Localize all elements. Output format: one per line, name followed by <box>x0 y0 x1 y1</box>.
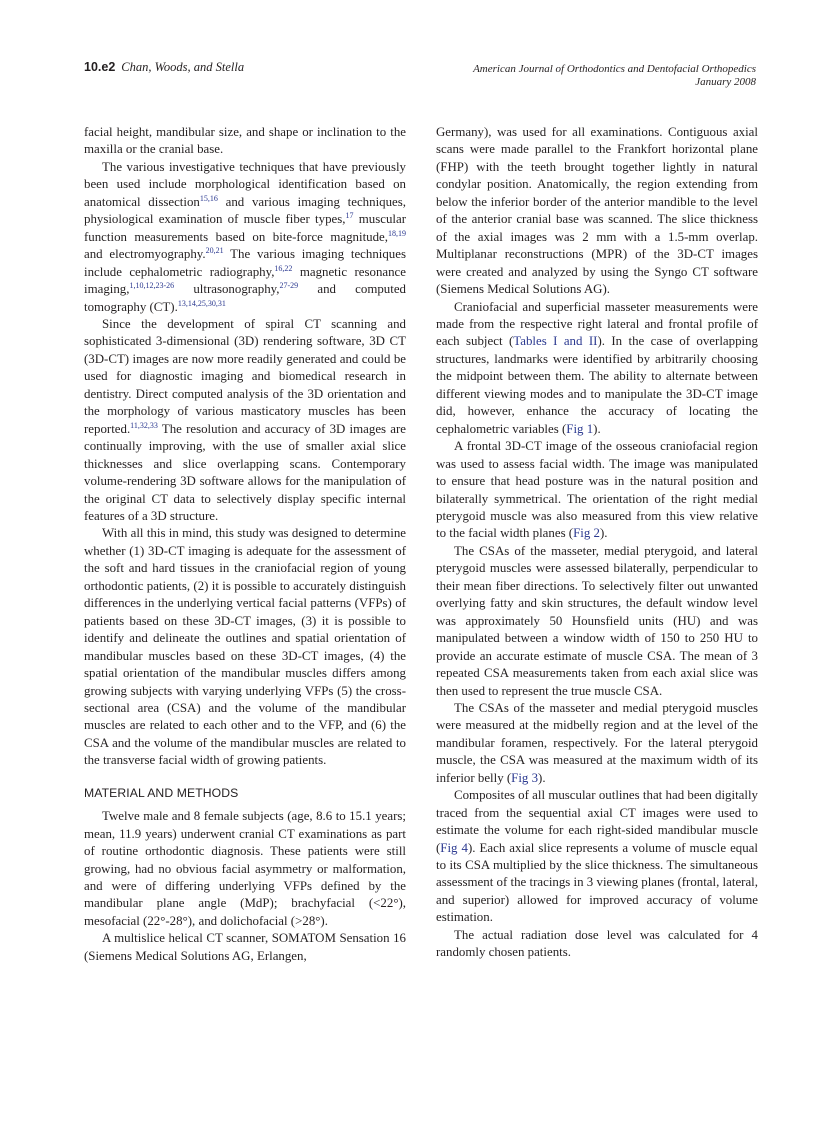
right-column <box>436 124 758 962</box>
citation-ref[interactable]: 17 <box>345 211 354 221</box>
header-left <box>84 60 244 75</box>
text: muscular function measurements based on bite-force magnitude, <box>84 212 406 244</box>
figure-link[interactable]: Fig 4 <box>440 840 468 855</box>
paragraph: A multislice helical CT scanner, SOMATOM Sensation 16 (Siemens Medical Solutions AG, Erlangen, <box>84 931 406 963</box>
table-link[interactable]: Tables I and II <box>513 334 598 349</box>
text: ). <box>538 770 546 785</box>
text: ). In the case of overlapping structures, landmarks were identified by arbitrarily choosing the midpoint between them. The ability to alternate between different viewing modes and to manipulate the 3D-CT image did, however, enhance the accuracy of locating the cephalometric variables ( <box>436 334 758 436</box>
paragraph <box>436 438 758 543</box>
paragraph: Germany), was used for all examinations. Contiguous axial scans were made parallel to the Frankfort horizontal plane (FHP) with the teeth brought together lightly in natural condylar position. Anatomically, the region extending from below the inferior border of the anterior mandible to the level of the anterior cranial base was scanned. The slice thickness of the axial images was 2 mm with a 1.5-mm overlap. Multiplanar reconstructions (MPR) of the 3D-CT images were created and analyzed by using the Syngo CT software (Siemens Medical Solutions AG). <box>436 125 758 297</box>
text: ). <box>593 421 601 436</box>
paragraph: Twelve male and 8 female subjects (age, 8.6 to 15.1 years; mean, 11.9 years) underwent cranial CT examinations as part of routine orthodontic diagnosis. These patients were still growing, had no obvious facial asymmetry or malformation, and were of differing underlying VFPs defined by the mandibular plane angle (MdP); brachyfacial (<22°), mesofacial (22°-28°), and dolichofacial (>28°). <box>84 809 406 928</box>
citation-ref[interactable]: 18,19 <box>388 228 406 238</box>
paragraph <box>84 316 406 525</box>
figure-link[interactable]: Fig 3 <box>511 770 539 785</box>
text: ). Each axial slice represents a volume of muscle equal to its CSA multiplied by the slice thickness. The simultaneous assessment of the tracings in 3 viewing planes (frontal, lateral, and superior) allowed for improved accuracy of volume estimation. <box>436 840 758 925</box>
paragraph <box>436 299 758 439</box>
paragraph <box>436 700 758 787</box>
citation-ref[interactable]: 16,22 <box>274 263 293 273</box>
text: The resolution and accuracy of 3D images are continually improving, with the use of smaller axial slice thicknesses and slice overlapping scans. Contemporary volume-rendering 3D software allows for the manipulation of the original CT data to selectively display specific internal features of a 3D structure. <box>84 421 406 523</box>
left-column <box>84 124 406 965</box>
header-right <box>473 63 756 89</box>
paragraph: The actual radiation dose level was calculated for 4 randomly chosen patients. <box>436 927 758 960</box>
running-authors: Chan, Woods, and Stella <box>121 60 245 74</box>
citation-ref[interactable]: 13,14,25,30,31 <box>177 298 226 308</box>
text: Craniofacial and superficial masseter measurements were made from the respective right lateral and frontal profile of each subject ( <box>436 299 758 349</box>
text: ). <box>599 526 608 541</box>
citation-ref[interactable]: 15,16 <box>199 193 218 203</box>
paragraph: facial height, mandibular size, and shape or inclination to the maxilla or the cranial base. <box>84 125 406 157</box>
text: Composites of all muscular outlines that had been digitally traced from the sequential axial CT images were used to estimate the volume for each right-sided mandibular muscle ( <box>436 788 758 855</box>
citation-ref[interactable]: 1,10,12,23-26 <box>129 281 175 291</box>
text: A frontal 3D-CT image of the osseous craniofacial region was used to assess facial width. The image was manipulated to ensure that head posture was in the natural position and bilaterally symmetrical. The orientation of the right medial pterygoid muscle was also measured from this view relative to the facial width planes ( <box>436 439 758 541</box>
text: Since the development of spiral CT scanning and sophisticated 3-dimensional (3D) rendering software, 3D CT (3D-CT) images are now more readily generated and could be used for diagnostic imaging and biomedical research in dentistry. Direct computed analysis of the 3D orientation and the morphology of various masticatory muscles has been reported. <box>84 316 406 436</box>
text: ultrasonography, <box>174 282 280 297</box>
text: The various imaging techniques include cephalometric radiography, <box>84 247 406 279</box>
page-number: 10.e2 <box>84 60 116 74</box>
citation-ref[interactable]: 27-29 <box>279 281 299 291</box>
section-heading: MATERIAL AND METHODS <box>84 785 239 800</box>
text: magnetic resonance imaging, <box>84 264 406 297</box>
paragraph: The CSAs of the masseter, medial pterygoid, and lateral pterygoid muscles were assessed bilaterally, perpendicular to their mean fiber directions. To selectively filter out unwanted overlying fatty and skin structures, the default window level was approximately 50 Hounsfield units (HU) and was manipulated between a window width of 150 to 250 HU to provide an accurate estimate of muscle CSA. The mean of 3 repeated CSA measurements taken from each axial slice was then used to represent the true muscle CSA. <box>436 543 758 698</box>
citation-ref[interactable]: 11,32,33 <box>130 420 158 430</box>
text: The various investigative techniques that have previously been used include morphological identification based on anatomical dissection <box>84 159 406 209</box>
text: and various imaging techniques, physiological examination of muscle fiber types, <box>84 194 407 227</box>
paragraph: With all this in mind, this study was designed to determine whether (1) 3D-CT imaging is adequate for the assessment of the soft and hard tissues in the craniofacial region of young orthodontic patients, (2) it is possible to accurately distinguish differences in the underlying vertical facial patterns (VFPs) of patients based on these 3D-CT images, (3) it is possible to identify and delineate the outlines and spatial orientation of mandibular muscles based on these 3D-CT images, (4) the spatial orientation of the mandibular muscles differs among growing subjects with varying underlying VFPs (5) the cross-sectional area (CSA) and the volume of the mandibular muscles are related to each other and to the VFP, and (6) the CSA and the volume of the mandibular muscles are related to the transverse facial width of growing patients. <box>84 526 406 768</box>
text: and electromyography. <box>84 247 206 262</box>
paragraph <box>84 159 406 316</box>
figure-link[interactable]: Fig 2 <box>573 526 600 541</box>
text: and computed tomography (CT). <box>84 282 406 314</box>
issue-date: January 2008 <box>695 76 756 88</box>
citation-ref[interactable]: 20,21 <box>205 246 224 256</box>
text: The CSAs of the masseter and medial pterygoid muscles were measured at the midbelly region and at the level of the mandibular foramen, respectively. For the lateral pterygoid muscle, the CSA was measured at the maximum width of its inferior belly ( <box>436 700 758 785</box>
journal-title: American Journal of Orthodontics and Dentofacial Orthopedics <box>473 63 756 75</box>
paragraph <box>436 787 758 927</box>
figure-link[interactable]: Fig 1 <box>566 421 594 436</box>
